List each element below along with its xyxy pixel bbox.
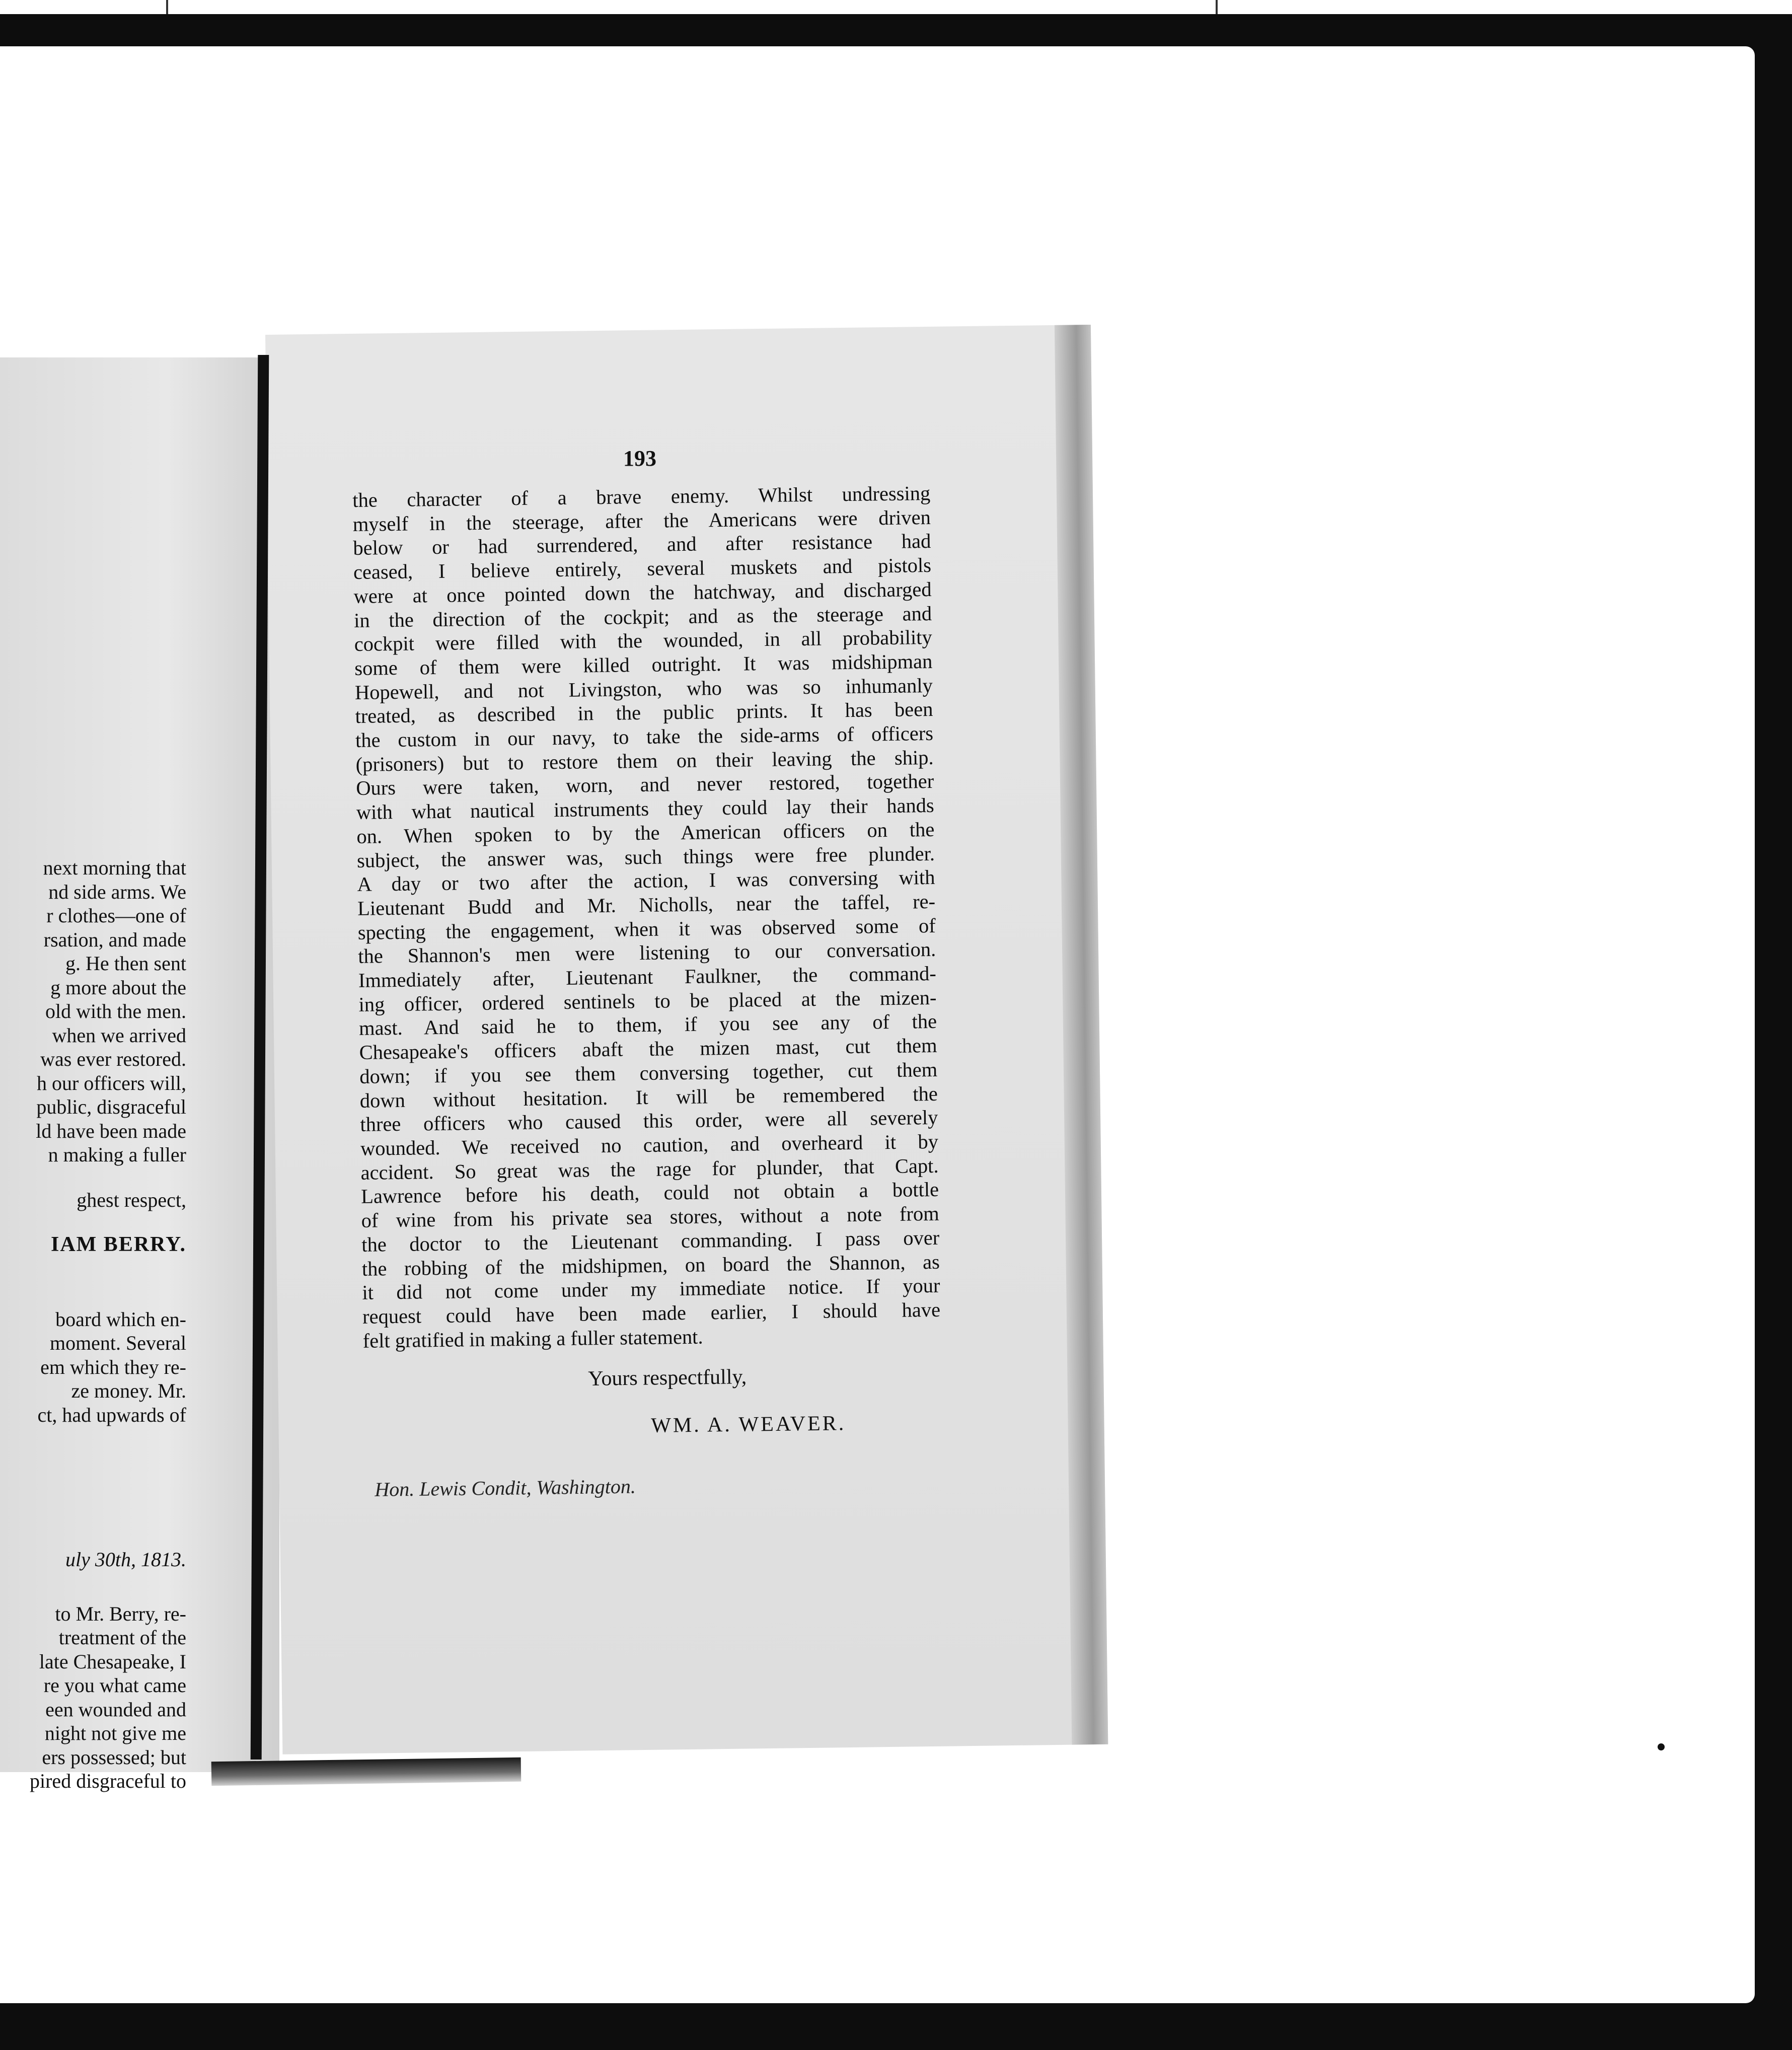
body-line: below or had surrendered, and after resistance had <box>353 530 931 560</box>
left-line: board which en- <box>55 1307 186 1331</box>
body-line: A day or two after the action, I was conversing with <box>357 866 935 896</box>
body-line: (prisoners) but to restore them on their leaving the ship. <box>355 746 934 776</box>
body-line: of wine from his private sea stores, without a note from <box>361 1202 939 1232</box>
left-line: moment. Several <box>49 1332 186 1354</box>
body-line: down without hesitation. It will be remembered the <box>359 1082 938 1112</box>
body-line: subject, the answer was, such things were free plunder. <box>356 842 935 872</box>
body-line: in the direction of the cockpit; and as the steerage and <box>353 602 932 632</box>
left-line: ld have been made <box>36 1119 186 1142</box>
left-respect-line: ghest respect, <box>77 1188 186 1211</box>
left-line: g. He then sent <box>65 952 186 975</box>
left-line: public, disgraceful <box>36 1095 186 1118</box>
left-page <box>0 357 279 1792</box>
body-line: ing officer, ordered sentinels to be placed at the mizen- <box>358 986 937 1016</box>
left-line: n making a fuller <box>48 1143 186 1166</box>
left-line: re you what came <box>43 1674 186 1697</box>
body-line: it did not come under my immediate notice. If your <box>362 1274 940 1304</box>
left-date-fragment: uly 30th, 1813. <box>65 1548 186 1571</box>
left-line: was ever restored. <box>40 1048 186 1070</box>
letter-body <box>352 481 941 1353</box>
body-line: specting the engagement, when it was observed some of <box>357 914 936 944</box>
left-line: em which they re- <box>40 1355 186 1378</box>
left-line: old with the men. <box>45 1000 186 1022</box>
frame-divider <box>166 0 168 14</box>
letter-addressee: Hon. Lewis Condit, Washington. <box>375 1475 636 1501</box>
body-line: down; if you see them conversing together, cut them <box>359 1058 938 1088</box>
body-line: on. When spoken to by the American officers on the <box>356 818 935 848</box>
body-line: some of them were killed outright. It was midshipman <box>354 649 933 680</box>
left-line: ze money. Mr. <box>71 1379 186 1402</box>
left-line: next morning that <box>43 856 186 879</box>
previous-frame-strip <box>0 0 1792 14</box>
body-line: Lawrence before his death, could not obtain a bottle <box>360 1178 939 1208</box>
body-line: myself in the steerage, after the Americans were driven <box>352 505 931 536</box>
page-number: 193 <box>623 446 656 471</box>
body-line: the Shannon's men were listening to our conversation. <box>358 938 936 968</box>
left-line: r clothes—one of <box>46 904 186 927</box>
frame-divider <box>1216 0 1218 14</box>
left-line: night not give me <box>44 1722 186 1744</box>
letter-signature: WM. A. WEAVER. <box>651 1412 846 1437</box>
page-bottom-shadow <box>211 1758 521 1786</box>
body-line: wounded. We received no caution, and overheard it by <box>360 1130 939 1160</box>
body-line: Immediately after, Lieutenant Faulkner, the command- <box>358 962 937 992</box>
body-line: request could have been made earlier, I should have <box>362 1298 941 1328</box>
body-line: felt gratified in making a fuller statement. <box>362 1325 703 1352</box>
body-line: were at once pointed down the hatchway, and discharged <box>353 577 932 608</box>
left-line: when we arrived <box>52 1023 186 1047</box>
body-line: Hopewell, and not Livingston, who was so inhumanly <box>354 674 933 704</box>
left-line: ers possessed; but <box>42 1745 186 1769</box>
body-line: cockpit were filled with the wounded, in all probability <box>354 626 932 656</box>
left-line: pired disgraceful to <box>30 1770 186 1792</box>
left-line: h our officers will, <box>37 1071 186 1094</box>
left-line: nd side arms. We <box>48 880 186 903</box>
left-line: late Chesapeake, I <box>39 1650 186 1673</box>
left-page-text <box>0 856 186 1793</box>
body-line: Lieutenant Budd and Mr. Nicholls, near the taffel, re- <box>357 890 936 920</box>
film-speck <box>1658 1743 1665 1750</box>
left-signature-fragment: IAM BERRY. <box>50 1233 186 1256</box>
body-line: the robbing of the midshipmen, on board the Shannon, as <box>361 1250 940 1280</box>
left-line: ct, had upwards of <box>37 1403 186 1426</box>
left-line: treatment of the <box>58 1626 186 1649</box>
letter-closing: Yours respectfully, <box>588 1365 747 1390</box>
body-line: accident. So great was the rage for plunder, that Capt. <box>360 1154 939 1184</box>
body-line: the character of a brave enemy. Whilst undressing <box>352 481 931 511</box>
left-line: een wounded and <box>45 1698 186 1721</box>
left-line: to Mr. Berry, re- <box>55 1602 186 1625</box>
left-line: g more about the <box>50 976 186 999</box>
body-line: the doctor to the Lieutenant commanding. I pass over <box>361 1226 940 1256</box>
body-line: three officers who caused this order, were all severely <box>360 1106 938 1136</box>
body-line: with what nautical instruments they could lay their hands <box>356 794 935 824</box>
body-line: treated, as described in the public prints. It has been <box>355 698 933 728</box>
body-line: Ours were taken, worn, and never restored, together <box>356 770 934 800</box>
left-line: rsation, and made <box>43 928 186 951</box>
body-line: mast. And said he to them, if you see any of the <box>358 1010 937 1040</box>
body-line: the custom in our navy, to take the side-arms of officers <box>355 721 934 752</box>
body-line: Chesapeake's officers abaft the mizen mast, cut them <box>359 1034 937 1064</box>
body-line: ceased, I believe entirely, several muskets and pistols <box>353 554 932 584</box>
